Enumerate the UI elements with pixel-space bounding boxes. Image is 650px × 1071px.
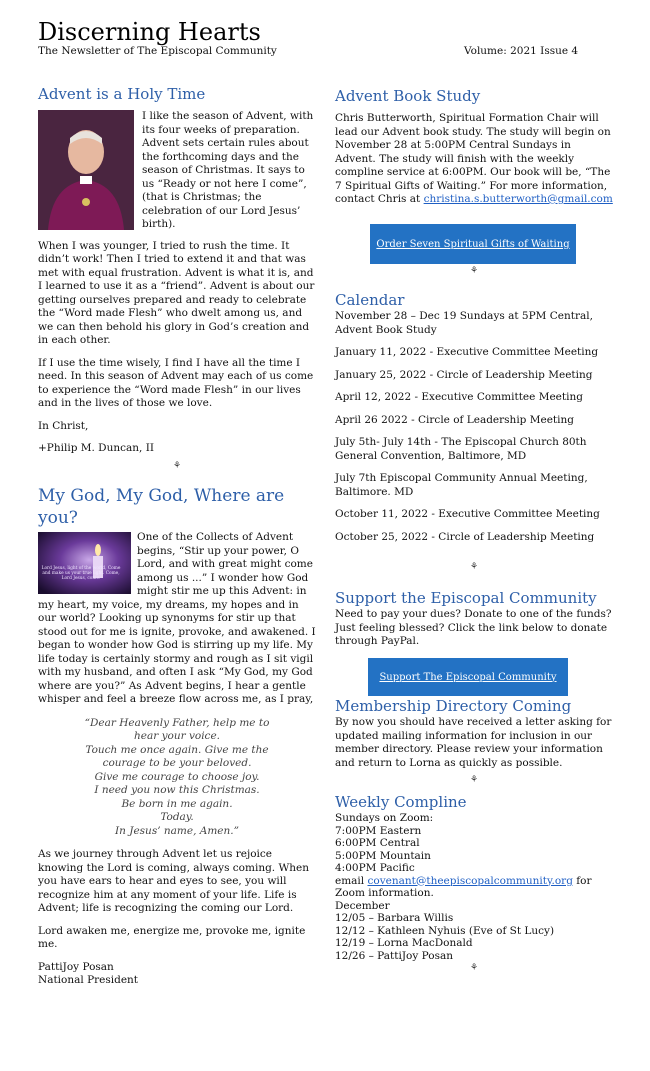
ornament-divider: ⚘ [172,460,182,471]
membership-text: By now you should have received a letter asking for updated mailing information for inclusion in our member directory. Please review your information and return to Lorna as quickly as possible. [335,716,612,769]
newsletter-subtitle: The Newsletter of The Episcopal Community [38,45,277,57]
compline-schedule-item: 12/05 – Barbara Willis [335,912,454,924]
author-name: PattiJoy Posan [38,960,114,973]
bishop-photo [38,110,134,230]
support-donate-button[interactable]: Support The Episcopal Community [368,658,568,696]
book-text [335,112,613,207]
prayer-line: “Dear Heavenly Father, help me to [84,716,270,729]
compline-heading: Weekly Compline [335,793,467,811]
advent-signature: +Philip M. Duncan, II [38,442,155,454]
compline-email-line [335,875,613,900]
mygod-paragraph-3: Lord awaken me, energize me, provoke me, ignite me. [38,924,306,950]
prayer-line: courage to be your beloved. [102,757,252,769]
right-column [335,86,613,207]
candle-image-caption: Lord Jesus, light of the world, Come and make us your true light. Come, Lord Jesus, come. [41,566,121,582]
compline-section [335,792,613,975]
mygod-paragraph-2: As we journey through Advent let us rejoice knowing the Lord is coming, always coming. When you have ears to hear and eyes to see, you will recognize him at any moment of your life. Life is Advent; life is recognizing the coming our Lord. [38,848,310,914]
compline-line: 4:00PM Pacific [335,862,415,874]
support-section [335,588,613,658]
calendar-item: July 5th- July 14th - The Episcopal Church 80th General Convention, Baltimore, MD [335,436,587,462]
advent-paragraph-1: When I was younger, I tried to rush the time. It didn’t work! Then I tried to extend it and that was met with equal frustration. Advent is what it is, and I learned to use it as a “friend”. Advent is about our getting ourselves prepared and ready to celebrate the “Word made Flesh” who dwelt among us, and we can then behold his glory in God’s creation and in each other. [38,239,315,346]
candle-icon [38,532,131,594]
prayer-line: Be born in me again. [121,797,233,810]
calendar-item: November 28 – Dec 19 Sundays at 5PM Central, Advent Book Study [335,310,593,336]
bishop-portrait-icon [38,110,134,230]
mygod-heading: My God, My God, Where are you? [38,486,285,528]
mygod-intro: One of the Collects of Advent begins, “Stir up your power, O Lord, and with great might come among us ...” I wonder how God might stir me up this Advent: in [137,531,313,597]
ornament-divider: ⚘ [469,775,479,785]
book-description: Chris Butterworth, Spiritual Formation Chair will lead our Advent book study. The study will begin on November 28 at 5:00PM Central Sundays in Advent. The study will finish with the weekly compline service at 6:00PM. Our book will be, “The 7 Spiritual Gifts of Waiting.” For more information, contact Chris at [335,112,611,205]
prayer-line: In Jesus’ name, Amen.” [115,824,239,837]
calendar-item: January 25, 2022 - Circle of Leadership Meeting [335,368,593,381]
compline-schedule-item: 12/12 – Kathleen Nyhuis (Eve of St Lucy) [335,924,555,937]
book-heading: Advent Book Study [335,87,481,105]
advent-intro: I like the season of Advent, with its four weeks of preparation. Advent sets certain rules about the forthcoming days and the season of Christmas. It says to us “Ready or not here I come”, (that is Christmas; the celebration of our Lord Jesus’ birth). [142,110,314,230]
book-contact-email-link[interactable]: christina.s.butterworth@gmail.com [423,193,613,205]
membership-heading: Membership Directory Coming [335,697,572,715]
compline-line: 7:00PM Eastern [335,824,422,837]
advent-heading: Advent is a Holy Time [38,85,206,103]
newsletter-title: Discerning Hearts [38,18,261,46]
compline-email-suffix: for Zoom information. [335,874,592,899]
ornament-divider: ⚘ [469,266,479,276]
candle-image [38,532,131,594]
calendar-item: January 11, 2022 - Executive Committee Meeting [335,346,599,358]
calendar-item: July 7th Episcopal Community Annual Meeting, Baltimore. MD [335,472,588,498]
prayer-line: Touch me once again. Give me the [85,743,269,756]
prayer-line: Today. [160,811,194,823]
calendar-item: October 11, 2022 - Executive Committee Meeting [335,508,600,520]
order-book-button[interactable]: Order Seven Spiritual Gifts of Waiting [370,224,576,264]
mygod-paragraph-1: my heart, my voice, my dreams, my hopes and in our world? Looking up synonyms for stir up that stood out for me is ignite, provoke, and awakened. I began to wonder how God is stirring up my life. My life today is certainly stormy and rough as I sit vigil with my husband, and often I ask “My God, my God where are you?” As Advent begins, I hear a gentle whisper and feel a breeze flow across me, as I pray, [38,598,316,705]
compline-schedule-item: 12/26 – PattiJoy Posan [335,949,454,962]
compline-email-prefix: email [335,874,365,887]
prayer-line: hear your voice. [133,730,220,742]
calendar-item: April 12, 2022 - Executive Committee Meeting [335,391,583,403]
support-heading: Support the Episcopal Community [335,589,597,607]
left-column [38,84,316,988]
compline-line: 5:00PM Mountain [335,849,431,862]
compline-email-link[interactable]: covenant@theepiscopalcommunity.org [367,874,573,887]
ornament-divider: ⚘ [469,562,479,572]
author-role: National President [38,974,139,986]
calendar-heading: Calendar [335,291,405,309]
advent-closing: In Christ, [38,419,89,432]
calendar-item: April 26 2022 - Circle of Leadership Meeting [335,413,574,426]
support-text: Need to pay your dues? Donate to one of the funds? Just feeling blessed? Click the link below to donate through PayPal. [335,608,612,647]
compline-schedule-item: 12/19 – Lorna MacDonald [335,937,473,949]
compline-line: Sundays on Zoom: [335,812,434,824]
compline-line: 6:00PM Central [335,837,420,849]
advent-paragraph-2: If I use the time wisely, I find I have all the time I need. In this season of Advent may each of us come to experience the “Word made Flesh” in our lives and in the lives of those we love. [38,356,314,409]
prayer-block [38,717,316,839]
volume-label: Volume: 2021 Issue 4 [464,45,579,57]
calendar-section [335,290,613,553]
calendar-item: October 25, 2022 - Circle of Leadership Meeting [335,530,595,543]
prayer-line: I need you now this Christmas. [94,784,260,796]
membership-section [335,696,613,788]
ornament-divider: ⚘ [469,963,479,973]
compline-month: December [335,899,390,912]
prayer-line: Give me courage to choose joy. [94,770,260,783]
